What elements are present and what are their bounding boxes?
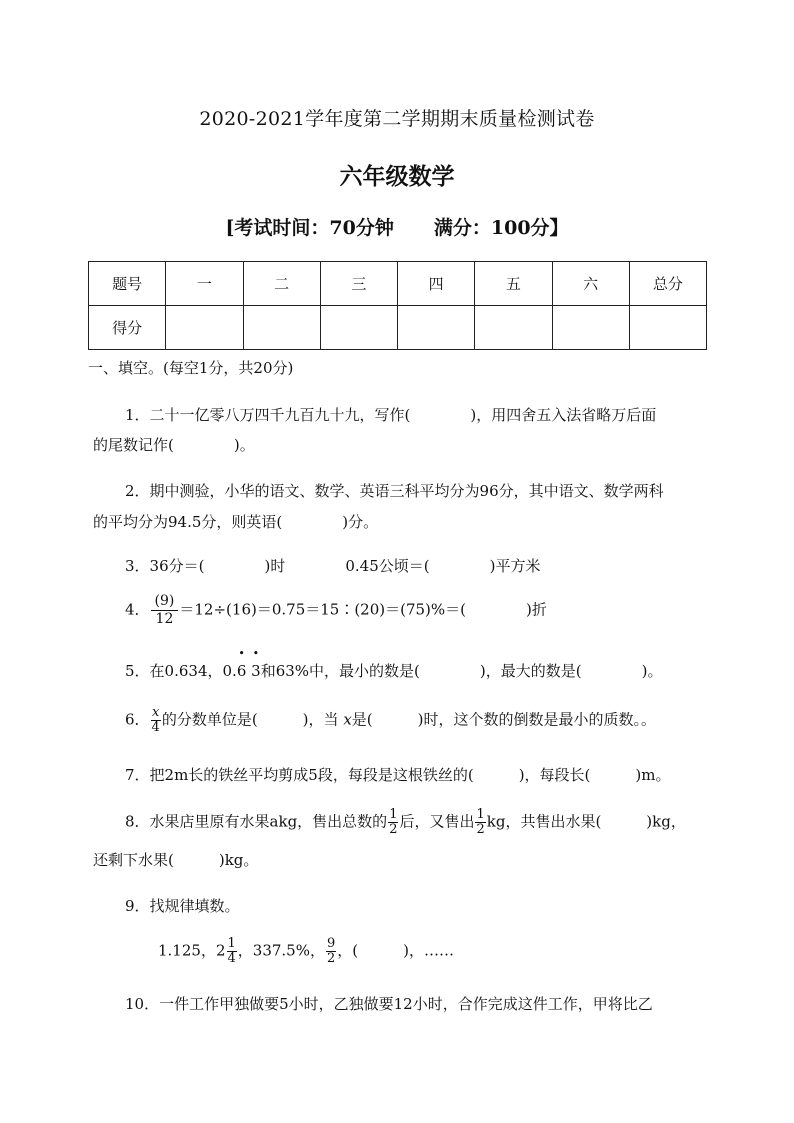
exam-subtitle: 六年级数学	[339, 163, 455, 190]
score-input-cell[interactable]	[320, 306, 397, 350]
score-table-cell: 总分	[629, 262, 706, 306]
sequence-text: ，( )，……	[337, 941, 454, 960]
score-table-cell: 得分	[89, 306, 166, 350]
question-number: 4．	[125, 600, 150, 619]
question-5	[125, 660, 662, 681]
fraction-denominator: 2	[476, 822, 485, 837]
fraction-numerator: x	[152, 705, 160, 720]
repeating-digit: • 6	[237, 662, 247, 680]
fraction-denominator: 2	[389, 822, 398, 837]
question-text: ＝12÷(16)＝0.75＝15∶(20)＝(75)%＝( )折	[179, 600, 547, 619]
question-7: 7．把2m长的铁丝平均剪成5段，每段是这根铁丝的( )，每段长( )m。	[125, 766, 671, 784]
fraction-numerator: 1	[476, 807, 485, 822]
section-heading: 一、填空。(每空1分，共20分)	[88, 359, 294, 377]
exam-time: [考试时间：70分钟	[225, 217, 394, 239]
exam-full-score: 满分：100分】	[433, 217, 569, 239]
fraction	[227, 937, 237, 966]
score-input-cell[interactable]	[166, 306, 243, 350]
score-input-cell[interactable]	[629, 306, 706, 350]
question-text: 后，又售出	[399, 812, 475, 831]
exam-title: 2020-2021学年度第二学期期末质量检测试卷	[199, 108, 595, 130]
question-10: 10．一件工作甲独做要5小时，乙独做要12小时，合作完成这件工作，甲将比乙	[125, 995, 653, 1013]
question-text: kg，共售出水果( )kg，	[486, 812, 686, 831]
fraction-numerator: 9	[326, 936, 336, 951]
score-table-cell: 二	[243, 262, 320, 306]
sequence-text: ，337.5%，	[237, 941, 325, 960]
score-input-cell[interactable]	[475, 306, 552, 350]
fraction	[326, 937, 336, 966]
question-text: 5．在0.634，0.	[125, 662, 237, 680]
score-input-cell[interactable]	[398, 306, 475, 350]
question-3: 3．36分＝( )时 0.45公顷＝( )平方米	[125, 557, 541, 575]
question-text: 是( )时，这个数的倒数是最小的质数。。	[351, 710, 657, 729]
fraction	[151, 593, 179, 628]
fraction-denominator: 2	[326, 951, 336, 966]
exam-info	[0, 213, 794, 240]
score-table-cell: 六	[552, 262, 629, 306]
fraction-numerator: 1	[227, 936, 236, 951]
sequence-text: 1.125，2	[158, 941, 226, 960]
fraction-denominator: 12	[155, 611, 174, 627]
variable: x	[343, 710, 352, 729]
question-number: 6．	[125, 710, 150, 729]
question-8-line-2: 还剩下水果( )kg。	[93, 851, 259, 869]
score-table-cell: 一	[166, 262, 243, 306]
score-table	[88, 261, 707, 350]
score-input-cell[interactable]	[552, 306, 629, 350]
score-input-cell[interactable]	[243, 306, 320, 350]
score-table-cell: 四	[398, 262, 475, 306]
question-text: 和63%中，最小的数是( )，最大的数是( )。	[260, 662, 663, 680]
fraction-denominator: 4	[227, 951, 236, 966]
score-table-cell: 三	[320, 262, 397, 306]
score-table-score-row	[89, 306, 707, 350]
question-6	[125, 706, 656, 735]
score-table-header-row	[89, 262, 707, 306]
question-4	[125, 593, 547, 628]
question-1-line-2: 的尾数记作( )。	[93, 436, 255, 454]
fraction	[475, 808, 485, 837]
question-1-line-1: 1．二十一亿零八万四千九百九十九，写作( )，用四舍五入法省略万后面	[125, 406, 657, 424]
question-8-line-1	[125, 808, 686, 837]
score-table-cell: 五	[475, 262, 552, 306]
fraction	[388, 808, 398, 837]
fraction-denominator: 4	[151, 720, 160, 735]
question-9-sequence	[158, 937, 454, 966]
question-9: 9．找规律填数。	[125, 897, 240, 915]
score-table-cell: 题号	[89, 262, 166, 306]
question-2-line-1: 2．期中测验，小华的语文、数学、英语三科平均分为96分，其中语文、数学两科	[125, 482, 664, 500]
fraction	[151, 706, 161, 735]
question-text: 的分数单位是( )，当	[161, 710, 339, 729]
repeating-digit: • 3	[251, 662, 261, 680]
fraction-numerator: (9)	[151, 593, 179, 611]
fraction-numerator: 1	[389, 807, 398, 822]
question-text: 8．水果店里原有水果akg，售出总数的	[125, 812, 388, 831]
question-2-line-2: 的平均分为94.5分，则英语( )分。	[93, 513, 379, 531]
